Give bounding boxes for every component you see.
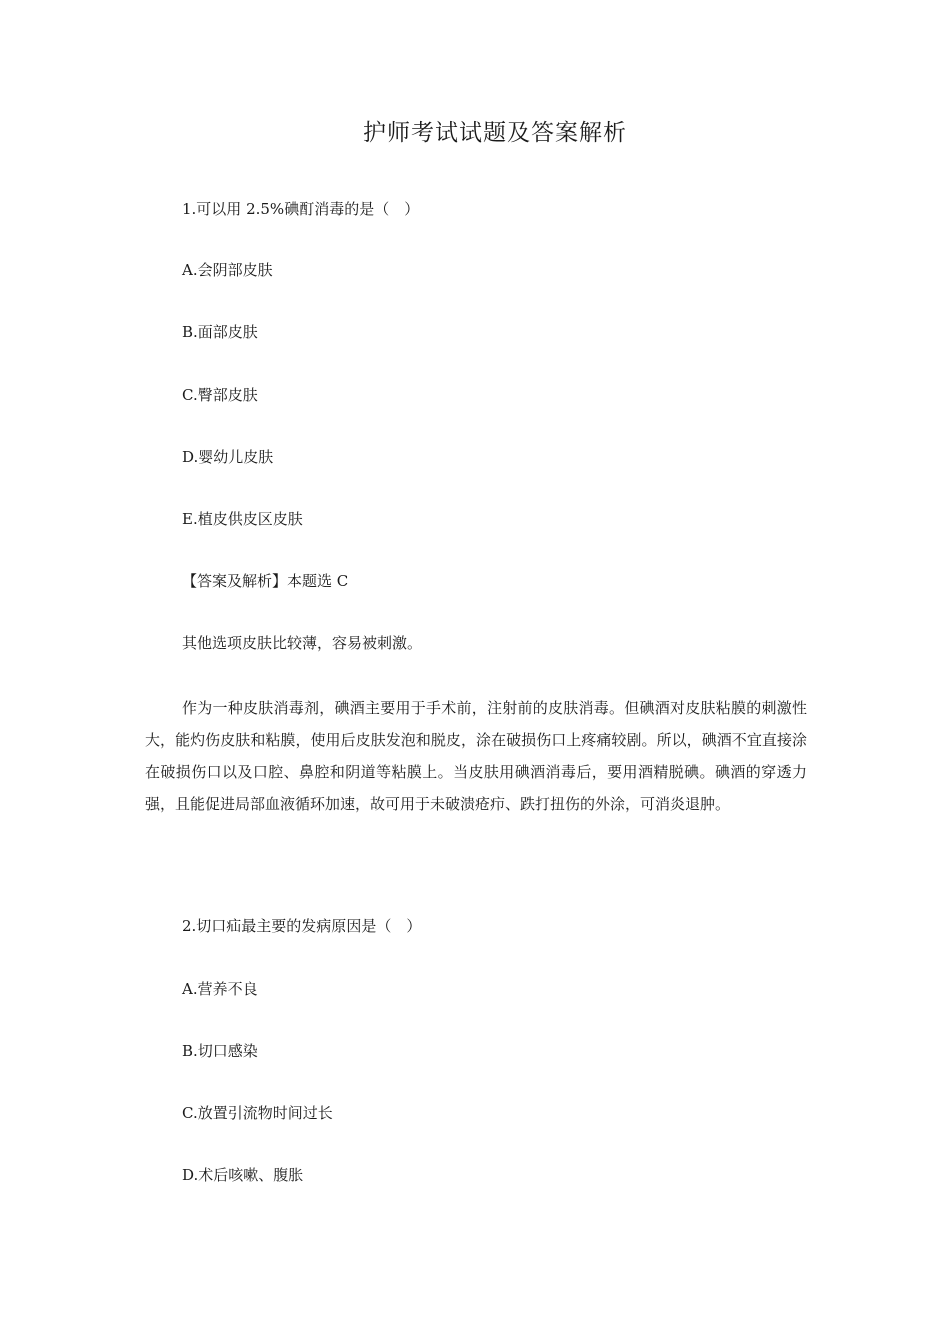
q2-option-a: A.营养不良 — [182, 980, 258, 998]
q1-explanation: 作为一种皮肤消毒剂，碘酒主要用于手术前，注射前的皮肤消毒。但碘酒对皮肤粘膜的刺激性大，能灼伤皮肤和粘膜，使用后皮肤发泡和脱皮，涂在破损伤口上疼痛较剧。所以，碘酒不宜直接涂在破损伤口以及口腔、鼻腔和阴道等粘膜上。当皮肤用碘酒消毒后，要用酒精脱碘。碘酒的穿透力强，且能促进局部血液循环加速，故可用于未破溃疮疖、跌打扭伤的外涂，可消炎退肿。 — [145, 699, 807, 813]
q1-answer: 【答案及解析】本题选 C — [182, 572, 349, 590]
q1-option-b: B.面部皮肤 — [182, 323, 258, 341]
q1-option-d: D.婴幼儿皮肤 — [182, 448, 274, 466]
q1-option-e: E.植皮供皮区皮肤 — [182, 510, 303, 528]
question-2: 2.切口疝最主要的发病原因是（ ） — [182, 917, 422, 935]
q2-option-d: D.术后咳嗽、腹胀 — [182, 1166, 304, 1184]
question-1: 1.可以用 2.5%碘酊消毒的是（ ） — [182, 200, 420, 218]
q2-option-b: B.切口感染 — [182, 1042, 258, 1060]
q1-option-a: A.会阴部皮肤 — [182, 261, 273, 279]
q1-note: 其他选项皮肤比较薄，容易被刺激。 — [182, 634, 423, 652]
q1-option-c: C.臀部皮肤 — [182, 386, 258, 404]
document-title: 护师考试试题及答案解析 — [363, 120, 627, 146]
q2-option-c: C.放置引流物时间过长 — [182, 1104, 333, 1122]
